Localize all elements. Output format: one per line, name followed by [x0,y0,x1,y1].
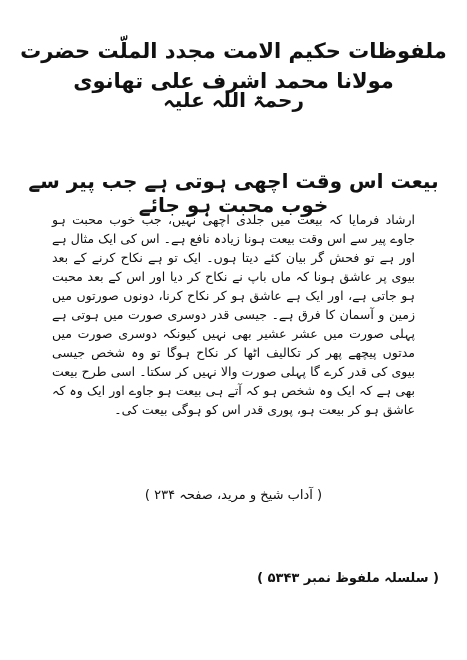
document-title: ملفوظات حکیم الامت مجدد الملّت حضرت مولانا محمد اشرف علی تھانوی [20,39,447,93]
source-reference: ( آداب شیخ و مرید، صفحہ ۲۳۴ ) [144,488,323,503]
series-number: ( سلسلہ ملفوظ نمبر ۵۳۴۳ ) [257,571,439,586]
topic-heading: بیعت اس وقت اچھی ہوتی ہے جب پیر سے خوب محبت ہو جائے [28,169,439,217]
document-title-honorific: رحمۃ اللہ علیہ [163,88,304,112]
body-paragraph: ارشاد فرمایا کہ بیعت میں جلدی اچھی نہیں، جب خوب محبت ہو جاوے پیر سے اس وقت بیعت ہونا زیادہ نافع ہے۔ اس کی ایک مثال ہے اور ہے تو فحش گر بیان کئے دیتا ہوں۔ ایک تو ہے نکاح کرنے کے بعد بیوی پر عاشق ہونا کہ ماں باپ نے نکاح کر دیا اور اس کے بعد محبت ہو جاتی ہے، اور ایک ہے عاشق ہو کر نکاح کرنا، دونوں صورتوں میں زمین و آسمان کا فرق ہے۔ جیسی قدر دوسری صورت میں ہوتی ہے پہلی صورت میں عشر عشیر بھی نہیں کیونکہ دوسری صورت میں مدتوں پیچھے پھر کر تکالیف اٹھا کر نکاح ہوگا تو وہ شخص جیسی بیوی کی قدر کرے گا پہلی صورت والا نہیں کر سکتا۔ اسی طرح بیعت بھی ہے کہ ایک وہ شخص ہو کہ آتے ہی بیعت ہو جاوے اور ایک وہ کہ عاشق ہو کر بیعت ہو، پوری قدر اس کو ہوگی بیعت کی۔ [52,212,415,417]
